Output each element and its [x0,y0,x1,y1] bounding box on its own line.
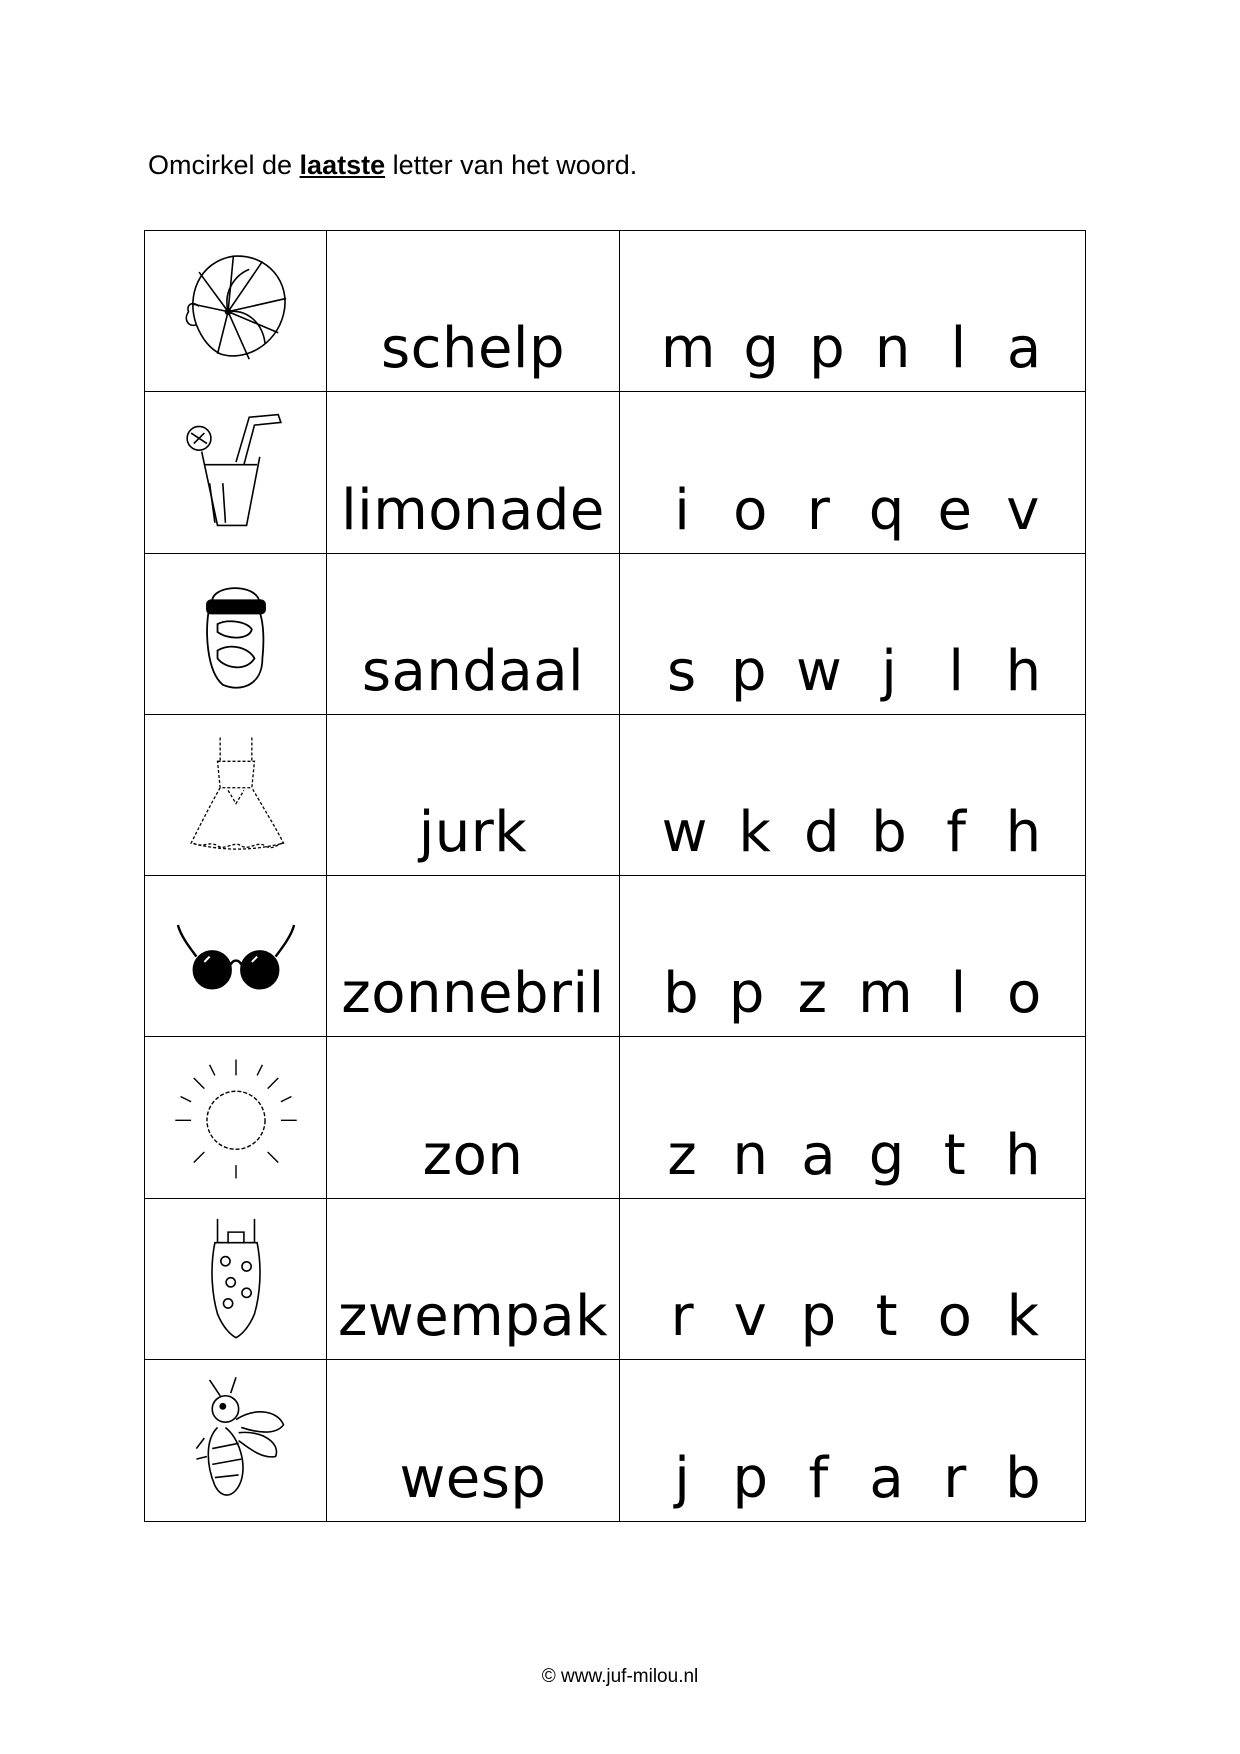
letter-choice[interactable]: r [806,477,830,543]
letter-choice[interactable]: h [1005,1122,1041,1188]
letter-choices [620,231,1085,392]
letter-choice[interactable]: g [868,1122,905,1188]
letter-choice[interactable]: b [663,961,699,1027]
letter-choice[interactable]: o [733,477,768,543]
sandal-icon [170,566,302,698]
instruction-text [148,150,637,181]
letter-choice[interactable]: h [1005,800,1042,865]
word-cell [327,1037,620,1198]
target-word: zonnebril [341,961,605,1027]
letter-choice[interactable]: l [950,316,967,382]
picture-cell [145,231,327,392]
letter-choice[interactable]: l [948,638,964,704]
picture-cell [145,715,327,876]
target-word: jurk [418,800,528,865]
letter-choice[interactable]: o [1006,961,1042,1027]
letter-choice[interactable]: q [868,477,905,543]
sun-icon [170,1049,302,1181]
letter-choice[interactable]: k [1006,1283,1040,1349]
swimsuit-icon [170,1211,302,1343]
letter-choice[interactable]: v [1006,477,1040,543]
lemonade-glass-icon [170,404,302,536]
word-cell [327,554,620,715]
target-word: limonade [341,477,605,543]
letter-choices [620,1360,1085,1521]
letter-choice[interactable]: r [943,1446,967,1511]
letter-choice[interactable]: a [1006,316,1042,382]
letter-choice[interactable]: n [874,316,911,382]
letter-choice[interactable]: a [869,1446,904,1511]
target-word: zon [422,1122,524,1188]
target-word: wesp [399,1446,547,1511]
letter-choice[interactable]: l [950,961,967,1027]
letter-choice[interactable]: i [674,477,690,543]
letter-choice[interactable]: e [937,477,972,543]
letter-choice[interactable]: f [946,800,967,865]
letter-choice[interactable]: n [732,1122,768,1188]
letter-choice[interactable]: t [875,1283,898,1349]
letter-choices [620,1199,1085,1360]
letter-choice[interactable]: g [743,316,779,382]
target-word: zwempak [338,1283,608,1349]
picture-cell [145,1199,327,1360]
word-cell [327,715,620,876]
target-word: sandaal [361,638,585,704]
letter-choice[interactable]: b [1005,1446,1041,1511]
picture-cell [145,392,327,553]
letter-choice[interactable]: v [733,1283,767,1349]
letter-choice[interactable]: t [943,1122,966,1188]
sunglasses-icon [170,888,302,1020]
picture-cell [145,876,327,1037]
instruction-emphasis: laatste [299,150,386,180]
shell-icon [170,243,302,375]
word-cell [327,1360,620,1521]
word-cell [327,392,620,553]
instruction-after: letter van het woord. [385,150,638,180]
letter-choice[interactable]: a [801,1122,836,1188]
letter-choice[interactable]: s [667,638,697,704]
worksheet-table [144,230,1086,1522]
letter-choice[interactable]: b [871,800,907,865]
target-word: schelp [380,316,565,382]
letter-choices [620,715,1085,876]
letter-choice[interactable]: j [881,638,897,704]
letter-choice[interactable]: p [809,316,845,382]
letter-choices [620,554,1085,715]
letter-choice[interactable]: z [667,1122,697,1188]
letter-choice[interactable]: r [670,1283,694,1349]
letter-choice[interactable]: o [937,1283,972,1349]
letter-choice[interactable]: p [800,1283,837,1349]
picture-cell [145,1037,327,1198]
letter-choice[interactable]: w [795,638,842,704]
copyright-footer: © www.juf-milou.nl [541,1666,699,1687]
wasp-icon [170,1372,302,1504]
letter-choice[interactable]: w [661,800,708,865]
letter-choice[interactable]: h [1005,638,1042,704]
letter-choice[interactable]: z [797,961,828,1027]
letter-choice[interactable]: d [804,800,840,865]
letter-choice[interactable]: f [808,1446,829,1511]
letter-choice[interactable]: k [738,800,771,865]
letter-choice[interactable]: p [732,1446,768,1511]
letter-choices [620,392,1085,553]
letter-choice[interactable]: m [858,961,913,1027]
dress-icon [170,727,302,859]
word-cell [327,1199,620,1360]
picture-cell [145,554,327,715]
picture-cell [145,1360,327,1521]
instruction-before: Omcirkel de [148,150,300,180]
letter-choices [620,1037,1085,1198]
word-cell [327,231,620,392]
letter-choice[interactable]: j [674,1446,690,1511]
letter-choice[interactable]: p [731,638,767,704]
letter-choices [620,876,1085,1037]
letter-choice[interactable]: m [660,316,716,382]
word-cell [327,876,620,1037]
letter-choice[interactable]: p [728,961,765,1027]
